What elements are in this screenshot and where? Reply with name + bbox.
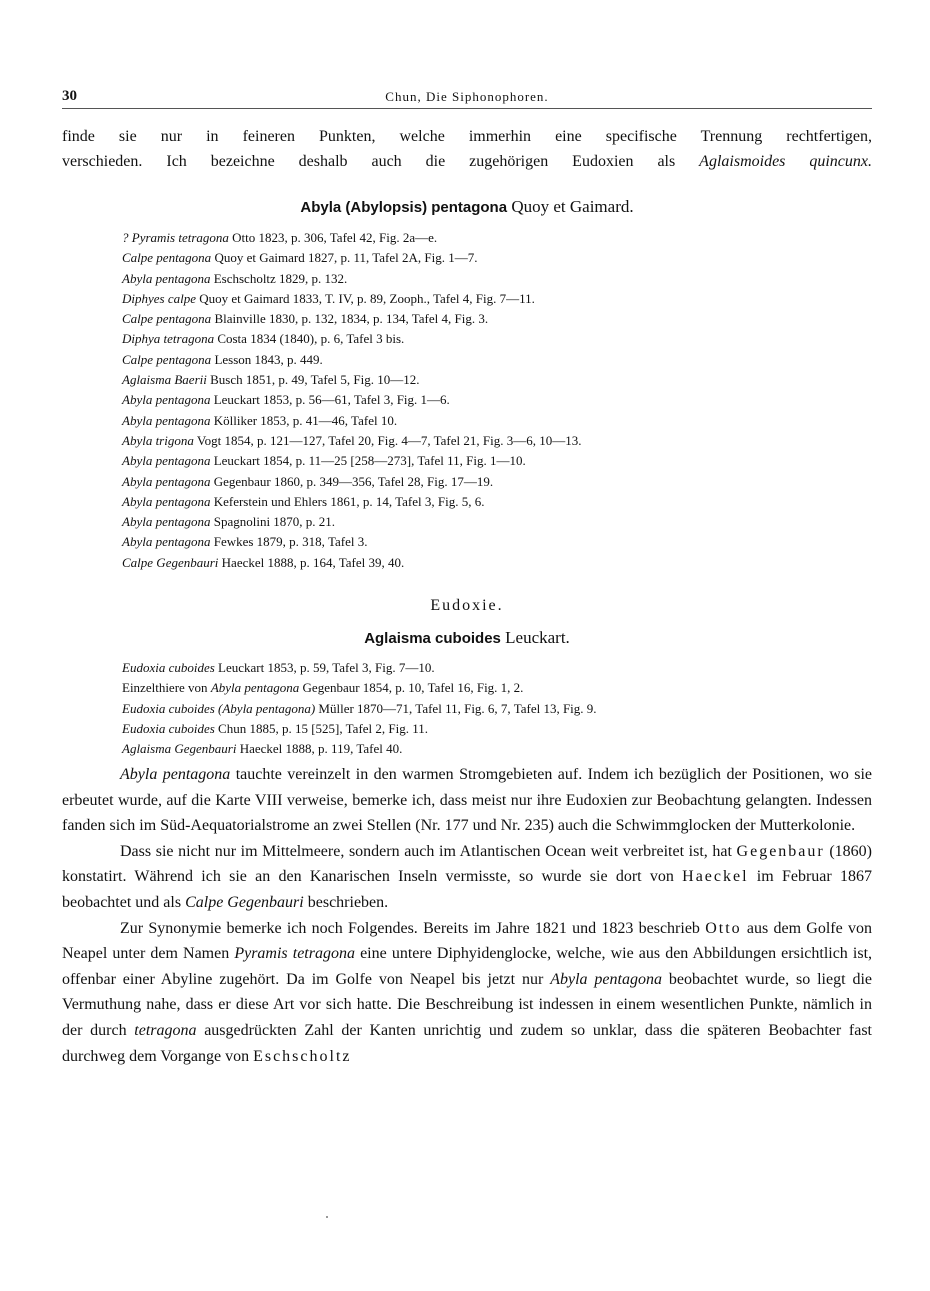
synonym-entry — [122, 350, 581, 370]
synonym-entry — [122, 370, 581, 390]
species-heading-2 — [62, 628, 872, 648]
synonym-taxon: Abyla pentagona — [122, 270, 211, 286]
species-name-2: Aglaisma cuboides — [364, 630, 501, 647]
synonym-reference: Busch 1851, p. 49, Tafel 5, Fig. 10—12. — [210, 372, 420, 388]
p3-text-e: eine untere Diphyidenglocke, welche, wie aus den Abbildungen ersichtlich ist, offenbar einer Abyline zugehört. Da im Golfe von Neapel bis jetzt nur — [62, 945, 873, 988]
p3-text-i: ausgedrückten Zahl der Kanten unrichtig und zudem so unklar, dass die späteren Beobachter fast durchweg dem Vorgange von — [62, 1021, 873, 1065]
synonym-entry — [122, 472, 581, 492]
synonym-taxon: Eudoxia cuboides — [122, 720, 215, 736]
synonym-entry — [122, 719, 597, 739]
paragraph-2 — [62, 839, 872, 916]
synonym-taxon: Abyla pentagona — [210, 680, 300, 696]
synonymy-list-2 — [122, 658, 597, 759]
synonym-taxon: Abyla pentagona — [122, 453, 211, 469]
p3-author-eschscholtz: Eschscholtz — [253, 1047, 352, 1065]
synonym-taxon: Eudoxia cuboides (Abyla pentagona) — [122, 700, 316, 716]
synonym-reference: Müller 1870—71, Tafel 11, Fig. 6, 7, Tafel 13, Fig. 9. — [318, 700, 597, 716]
synonym-entry — [122, 532, 581, 552]
intro-paragraph — [62, 124, 872, 174]
synonym-entry — [122, 248, 581, 268]
species-heading-1 — [62, 197, 872, 217]
synonym-reference: Blainville 1830, p. 132, 1834, p. 134, Tafel 4, Fig. 3. — [214, 311, 489, 327]
synonym-entry — [122, 553, 581, 573]
synonym-taxon: Calpe pentagona — [122, 311, 212, 327]
synonym-reference: Chun 1885, p. 15 [525], Tafel 2, Fig. 11. — [218, 720, 429, 736]
synonym-reference: Gegenbaur 1854, p. 10, Tafel 16, Fig. 1, 2. — [302, 680, 524, 696]
synonym-taxon: Aglaisma Gegenbauri — [122, 741, 237, 757]
synonym-taxon: Abyla pentagona — [122, 392, 211, 408]
synonym-reference: Leuckart 1853, p. 59, Tafel 3, Fig. 7—10. — [218, 660, 435, 675]
p2-text-g: beschrieben. — [303, 893, 389, 911]
synonym-entry — [122, 289, 581, 309]
synonym-reference: Otto 1823, p. 306, Tafel 42, Fig. 2a—e. — [232, 230, 438, 245]
print-speck — [326, 1216, 328, 1218]
synonym-entry — [122, 739, 597, 759]
synonym-reference: Kölliker 1853, p. 41—46, Tafel 10. — [213, 412, 398, 428]
page-number: 30 — [62, 88, 77, 104]
species-name-1: Abyla (Abylopsis) pentagona — [300, 199, 508, 216]
p2-author-gegenbaur: Gegenbaur — [736, 842, 825, 860]
page-header — [62, 88, 872, 109]
synonym-taxon: Abyla pentagona — [122, 534, 211, 550]
synonym-entry — [122, 512, 581, 532]
paragraph-3 — [62, 916, 872, 1070]
synonym-reference: Vogt 1854, p. 121—127, Tafel 20, Fig. 4—7, Tafel 21, Fig. 3—6, 10—13. — [196, 432, 582, 448]
synonym-entry — [122, 329, 581, 349]
synonym-taxon: Calpe Gegenbauri — [122, 554, 219, 570]
p3-taxon-abyla: Abyla pentagona — [550, 970, 662, 988]
synonym-reference: Spagnolini 1870, p. 21. — [213, 514, 336, 530]
synonym-taxon: Abyla pentagona — [122, 473, 211, 489]
synonym-taxon: Diphya tetragona — [122, 331, 215, 347]
synonym-reference: Haeckel 1888, p. 119, Tafel 40. — [239, 741, 403, 757]
p3-text-g: beobachtet wurde, so liegt die Vermuthung nahe, dass er diese Art vor sich hatte. Die Beschreibung ist indessen in einem wesentlichen Punkte, nämlich in der durch — [62, 970, 872, 1039]
p3-text-c: aus dem Golfe von Neapel unter dem Namen — [62, 919, 872, 963]
synonym-reference: Gegenbaur 1860, p. 349—356, Tafel 28, Fig. 17—19. — [213, 473, 494, 489]
p2-taxon: Calpe Gegenbauri — [185, 893, 304, 911]
synonym-taxon: Aglaisma Baerii — [122, 372, 207, 388]
synonym-entry — [122, 390, 581, 410]
synonym-reference: Leuckart 1854, p. 11—25 [258—273], Tafel 11, Fig. 1—10. — [213, 453, 526, 469]
synonym-entry — [122, 658, 597, 678]
synonym-entry — [122, 228, 581, 248]
synonym-taxon: Diphyes calpe — [122, 290, 197, 306]
synonym-entry — [122, 431, 581, 451]
synonym-entry — [122, 678, 597, 698]
synonym-prefix: Einzelthiere von — [122, 680, 211, 696]
synonym-taxon: Abyla pentagona — [122, 514, 211, 530]
synonym-taxon: Calpe pentagona — [122, 250, 212, 266]
synonym-entry — [122, 451, 581, 471]
p3-author-otto: Otto — [705, 919, 742, 937]
synonym-entry — [122, 269, 581, 289]
body-text — [62, 762, 872, 1069]
species-author-1: Quoy et Gaimard. — [511, 197, 634, 216]
synonym-reference: Quoy et Gaimard 1827, p. 11, Tafel 2A, Fig. 1—7. — [214, 250, 478, 266]
intro-line-1: finde sie nur in feineren Punkten, welche immerhin eine specifische Trennung rechtfertigen, — [62, 128, 872, 145]
species-author-2: Leuckart. — [505, 628, 570, 647]
synonymy-list-1 — [122, 228, 581, 573]
eudoxie-label: Eudoxie. — [430, 597, 504, 614]
synonym-entry — [122, 492, 581, 512]
synonym-reference: Eschscholtz 1829, p. 132. — [213, 270, 348, 286]
synonym-taxon: Abyla pentagona — [122, 493, 211, 509]
synonym-reference: Lesson 1843, p. 449. — [214, 351, 323, 367]
synonym-taxon: Eudoxia cuboides — [122, 660, 215, 675]
synonym-entry — [122, 411, 581, 431]
p1-text: tauchte vereinzelt in den warmen Stromgebieten auf. Indem ich bezüglich der Positionen, wo sie erbeutet wurde, auf die Karte VIII verweise, bemerke ich, dass meist nur ihre Eudoxien zur Beobachtung gelangten. Indessen fanden sich im Süd-Aequatorialstrome an zwei Stellen (Nr. 177 und Nr. 235) auch die Schwimmglocken der Mutterkolonie. — [62, 766, 872, 835]
p3-taxon-pyramis: Pyramis tetragona — [234, 945, 355, 963]
synonym-reference: Quoy et Gaimard 1833, T. IV, p. 89, Zooph., Tafel 4, Fig. 7—11. — [199, 290, 535, 306]
p3-term-tetragona: tetragona — [134, 1021, 197, 1039]
p2-author-haeckel: Haeckel — [682, 868, 749, 886]
p2-text-c: (1860) konstatirt. Während ich sie an den Kanarischen Inseln vermisste, so wurde sie dort von — [62, 842, 873, 886]
synonym-taxon: Abyla trigona — [122, 432, 194, 448]
intro-line-2-text: verschieden. Ich bezeichne deshalb auch die zugehörigen Eudoxien als — [62, 153, 700, 170]
synonym-reference: Costa 1834 (1840), p. 6, Tafel 3 bis. — [217, 331, 405, 347]
running-title: Chun, Die Siphonophoren. — [385, 89, 549, 104]
synonym-reference: Fewkes 1879, p. 318, Tafel 3. — [213, 534, 368, 550]
synonym-taxon: Abyla pentagona — [122, 412, 211, 428]
p1-taxon: Abyla pentagona — [120, 766, 231, 783]
p2-text-e: im Februar 1867 beobachtet und als — [62, 868, 872, 911]
paragraph-1 — [62, 762, 872, 839]
synonym-taxon: ? Pyramis tetragona — [122, 230, 229, 245]
p2-text-a: Dass sie nicht nur im Mittelmeere, sondern auch im Atlantischen Ocean weit verbreitet ist, hat — [120, 842, 737, 860]
synonym-taxon: Calpe pentagona — [122, 351, 212, 367]
synonym-reference: Keferstein und Ehlers 1861, p. 14, Tafel 3, Fig. 5, 6. — [213, 493, 485, 509]
synonym-reference: Leuckart 1853, p. 56—61, Tafel 3, Fig. 1—6. — [213, 392, 450, 408]
synonym-reference: Haeckel 1888, p. 164, Tafel 39, 40. — [221, 554, 405, 570]
intro-taxon: Aglaismoides quincunx. — [699, 153, 872, 170]
synonym-entry — [122, 309, 581, 329]
intro-line-2 — [62, 149, 872, 174]
synonym-entry — [122, 699, 597, 719]
p3-text-a: Zur Synonymie bemerke ich noch Folgendes. Bereits im Jahre 1821 und 1823 beschrieb — [120, 919, 706, 937]
